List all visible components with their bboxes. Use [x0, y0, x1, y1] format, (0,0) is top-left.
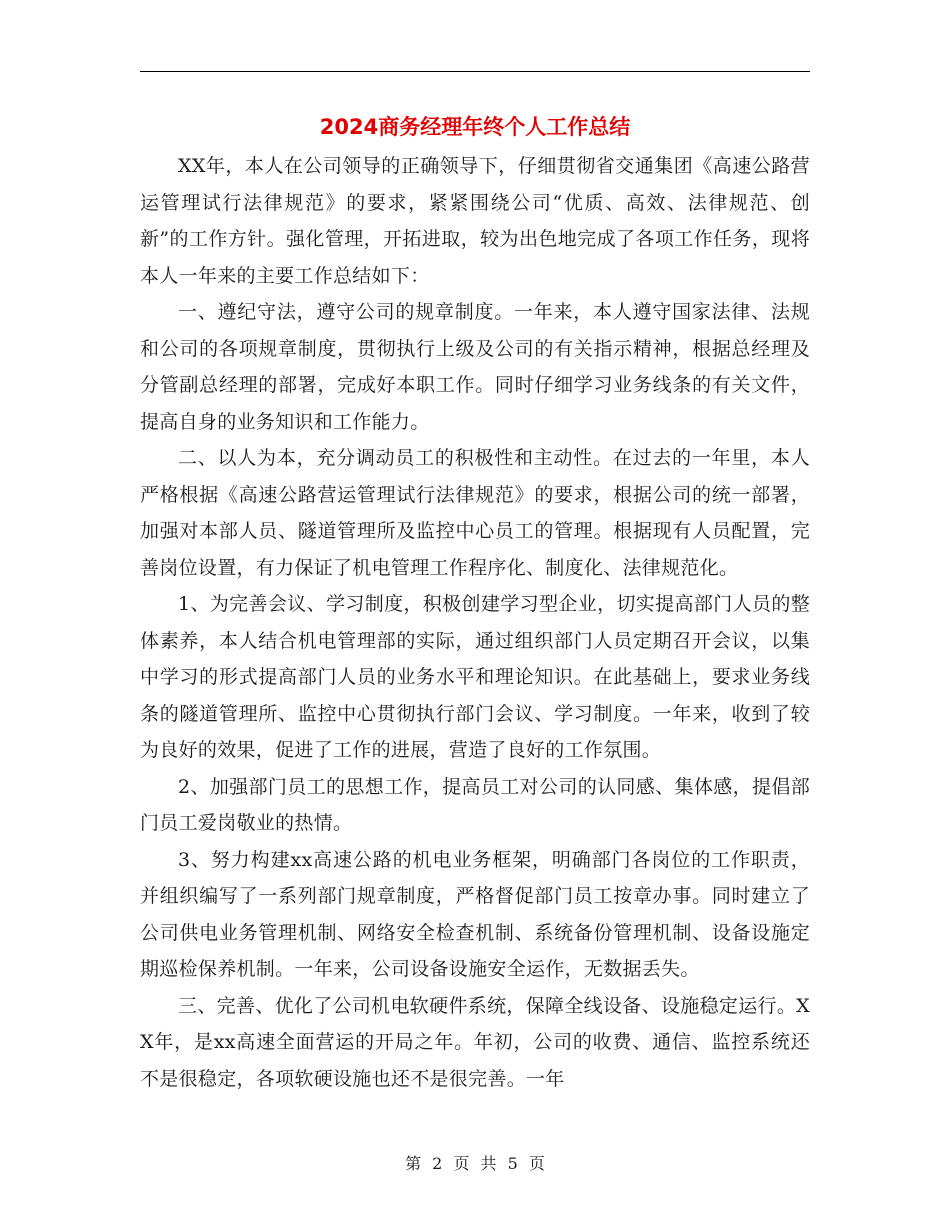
- paragraph-section-2: 二、以人为本，充分调动员工的积极性和主动性。在过去的一年里，本人严格根据《高速公路营运管理试行法律规范》的要求，根据公司的统一部署，加强对本部人员、隧道管理所及监控中心员工的管理。根据现有人员配置，完善岗位设置，有力保证了机电管理工作程序化、制度化、法律规范化。: [140, 447, 810, 579]
- paragraph-item-3: 3、努力构建xx高速公路的机电业务框架，明确部门各岗位的工作职责，并组织编写了一系列部门规章制度，严格督促部门员工按章办事。同时建立了公司供电业务管理机制、网络安全检查机制、系统备份管理机制、设备设施定期巡检保养机制。一年来，公司设备设施安全运作，无数据丢失。: [140, 848, 810, 980]
- paragraph-item-1: 1、为完善会议、学习制度，积极创建学习型企业，切实提高部门人员的整体素养，本人结合机电管理部的实际，通过组织部门人员定期召开会议，以集中学习的形式提高部门人员的业务水平和理论知识。在此基础上，要求业务线条的隧道管理所、监控中心贯彻执行部门会议、学习制度。一年来，收到了较为良好的效果，促进了工作的进展，营造了良好的工作氛围。: [140, 593, 810, 761]
- document-body: [140, 148, 810, 1097]
- paragraph-section-3: 三、完善、优化了公司机电软硬件系统，保障全线设备、设施稳定运行。XX年，是xx高速全面营运的开局之年。年初，公司的收费、通信、监控系统还不是很稳定，各项软硬设施也还不是很完善。一年: [140, 994, 810, 1090]
- paragraph-intro: XX年，本人在公司领导的正确领导下，仔细贯彻省交通集团《高速公路营运管理试行法律规范》的要求，紧紧围绕公司“优质、高效、法律规范、创新”的工作方针。强化管理，开拓进取，较为出色地完成了各项工作任务，现将本人一年来的主要工作总结如下：: [140, 155, 810, 287]
- paragraph-section-1: 一、遵纪守法，遵守公司的规章制度。一年来，本人遵守国家法律、法规和公司的各项规章制度，贯彻执行上级及公司的有关指示精神，根据总经理及分管副总经理的部署，完成好本职工作。同时仔细学习业务线条的有关文件，提高自身的业务知识和工作能力。: [140, 301, 810, 433]
- header-rule: [140, 71, 810, 72]
- document-title: 2024商务经理年终个人工作总结: [319, 115, 631, 139]
- paragraph-item-2: 2、加强部门员工的思想工作，提高员工对公司的认同感、集体感，提倡部门员工爱岗敬业的热情。: [140, 775, 810, 834]
- page-number-footer: 第 2 页 共 5 页: [405, 1154, 545, 1173]
